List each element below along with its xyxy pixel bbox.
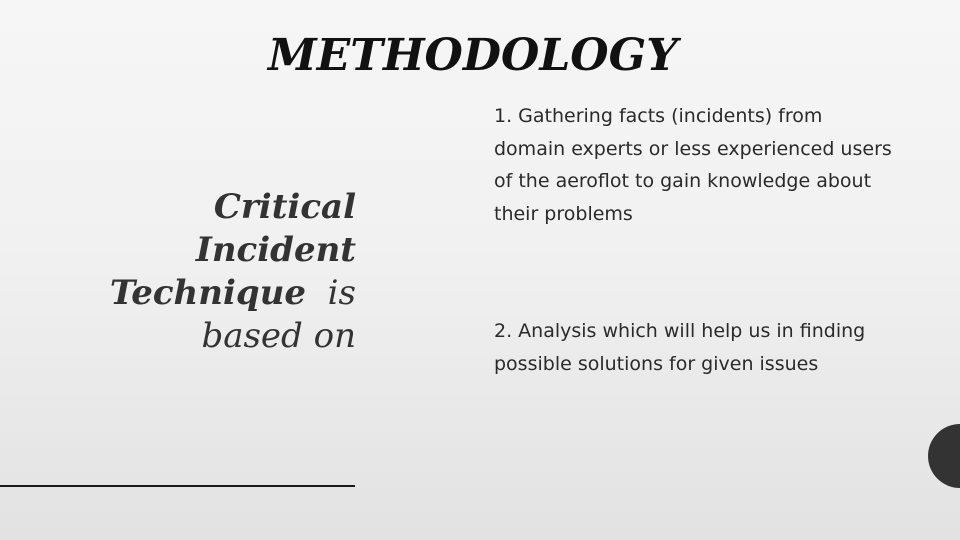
left-heading-block [66,186,356,358]
left-line-3 [66,272,356,315]
slide-title: METHODOLOGY [268,30,678,81]
left-line-3-bold: Technique [109,273,307,313]
left-line-2: Incident [195,230,356,270]
point-1: 1. Gathering facts (incidents) from domain experts or less experienced users of the aeroflot to gain knowledge about their problems [494,105,892,225]
left-line-3-plain: is [327,273,356,313]
left-line-4: based on [201,316,356,356]
methodology-points [494,100,894,380]
left-line-1: Critical [213,187,356,227]
point-2: 2. Analysis which will help us in finding possible solutions for given issues [494,320,866,375]
divider-line [0,485,355,487]
decorative-circle [928,424,960,488]
